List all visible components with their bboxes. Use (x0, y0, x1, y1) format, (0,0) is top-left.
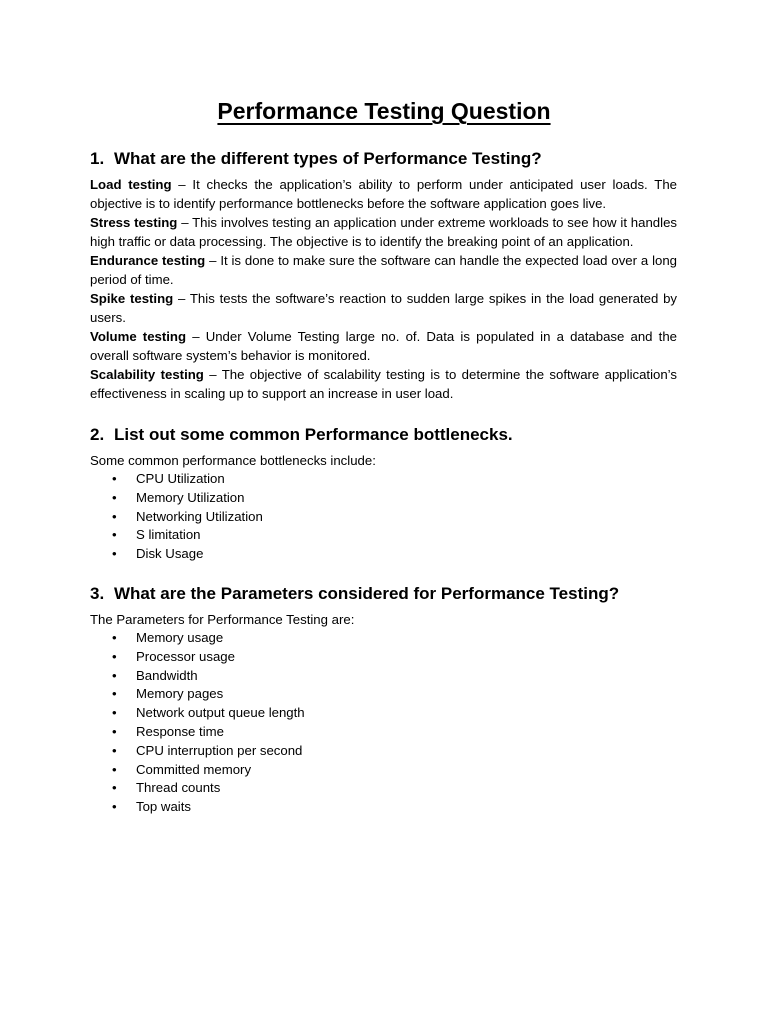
bullet-icon: • (112, 667, 117, 683)
definition-text: This tests the software’s reaction to sudden large spikes in the load generated by users. (90, 291, 677, 325)
list-item (90, 685, 677, 704)
bullet-icon: • (112, 629, 117, 645)
definition-term: Volume testing (90, 329, 187, 344)
definition-term: Spike testing (90, 291, 174, 306)
bullet-icon: • (112, 489, 117, 505)
definition-term: Load testing (90, 177, 172, 192)
bullet-list (90, 629, 677, 817)
list-item (90, 704, 677, 723)
definition-paragraph (90, 251, 677, 289)
list-item (90, 723, 677, 742)
document-body (90, 147, 677, 817)
bullet-icon: • (112, 686, 117, 702)
bullet-list (90, 470, 677, 564)
bullet-icon: • (112, 799, 117, 815)
question-number: 3. (90, 583, 105, 603)
section-bottlenecks (90, 423, 677, 564)
list-item-text: Networking Utilization (136, 508, 263, 524)
definition-paragraph (90, 175, 677, 213)
list-item-text: Memory usage (136, 629, 224, 645)
list-item-text: Memory Utilization (136, 489, 245, 505)
list-item (90, 667, 677, 686)
definition-text: The objective of scalability testing is to determine the software application’s effectiveness in scaling up to support an increase in user load. (90, 367, 677, 401)
list-item-text: Processor usage (136, 648, 235, 664)
list-item-text: Bandwidth (136, 667, 198, 683)
list-item (90, 489, 677, 508)
bullet-icon: • (112, 761, 117, 777)
definition-separator: – (203, 367, 222, 382)
list-item (90, 526, 677, 545)
definition-separator: – (173, 291, 190, 306)
bullet-icon: • (112, 705, 117, 721)
list-item (90, 779, 677, 798)
definition-paragraph (90, 213, 677, 251)
list-item-text: CPU Utilization (136, 471, 225, 486)
list-item (90, 545, 677, 564)
definition-term: Endurance testing (90, 253, 206, 268)
bullet-icon: • (112, 508, 117, 524)
question-number: 1. (90, 149, 105, 168)
list-item-text: Disk Usage (136, 546, 204, 562)
definition-text: It is done to make sure the software can handle the expected load over a long period of time. (90, 253, 678, 287)
list-item (90, 761, 677, 780)
question-text: What are the Parameters considered for Performance Testing? (114, 583, 620, 603)
bullet-icon: • (112, 471, 117, 486)
list-item (90, 470, 677, 489)
list-item-text: Thread counts (136, 780, 221, 796)
bullet-icon: • (112, 648, 117, 664)
section-intro: The Parameters for Performance Testing are: (90, 611, 355, 627)
list-item-text: Response time (136, 723, 224, 739)
section-parameters (90, 582, 677, 817)
definition-term: Stress testing (90, 215, 178, 230)
list-item-text: Network output queue length (136, 705, 305, 721)
list-item (90, 508, 677, 527)
definition-paragraph (90, 327, 677, 365)
definition-text: It checks the application’s ability to perform under anticipated user loads. The objective is to identify performance bottlenecks before the software application goes live. (90, 177, 677, 211)
bullet-icon: • (112, 780, 117, 796)
definition-separator: – (205, 253, 221, 268)
question-text: What are the different types of Performance Testing? (114, 149, 542, 168)
definition-paragraph (90, 289, 677, 327)
list-item (90, 648, 677, 667)
section-intro: Some common performance bottlenecks include: (90, 453, 376, 468)
definition-term: Scalability testing (90, 367, 204, 382)
question-text: List out some common Performance bottlenecks. (114, 425, 513, 444)
section-types-of-testing (90, 147, 677, 403)
list-item-text: Memory pages (136, 686, 224, 702)
list-item (90, 629, 677, 648)
list-item-text: S limitation (136, 527, 201, 543)
question-heading (90, 582, 677, 606)
document-title: Performance Testing Question (217, 98, 551, 124)
list-item (90, 742, 677, 761)
definition-text: This involves testing an application under extreme workloads to see how it handles high traffic or data processing. The objective is to identify the breaking point of an application. (90, 215, 677, 249)
definition-separator: – (177, 215, 193, 230)
list-item-text: Committed memory (136, 761, 252, 777)
question-heading (90, 147, 677, 171)
question-heading (90, 423, 677, 447)
bullet-icon: • (112, 723, 117, 739)
definition-separator: – (171, 177, 193, 192)
definition-separator: – (186, 329, 206, 344)
definition-text: Under Volume Testing large no. of. Data is populated in a database and the overall software system’s behavior is monitored. (90, 329, 677, 363)
list-item-text: Top waits (136, 799, 191, 815)
list-item (90, 798, 677, 817)
definition-paragraph (90, 365, 677, 403)
question-number: 2. (90, 425, 105, 444)
bullet-icon: • (112, 742, 117, 758)
list-item-text: CPU interruption per second (136, 742, 303, 758)
bullet-icon: • (112, 546, 117, 562)
bullet-icon: • (112, 527, 117, 543)
